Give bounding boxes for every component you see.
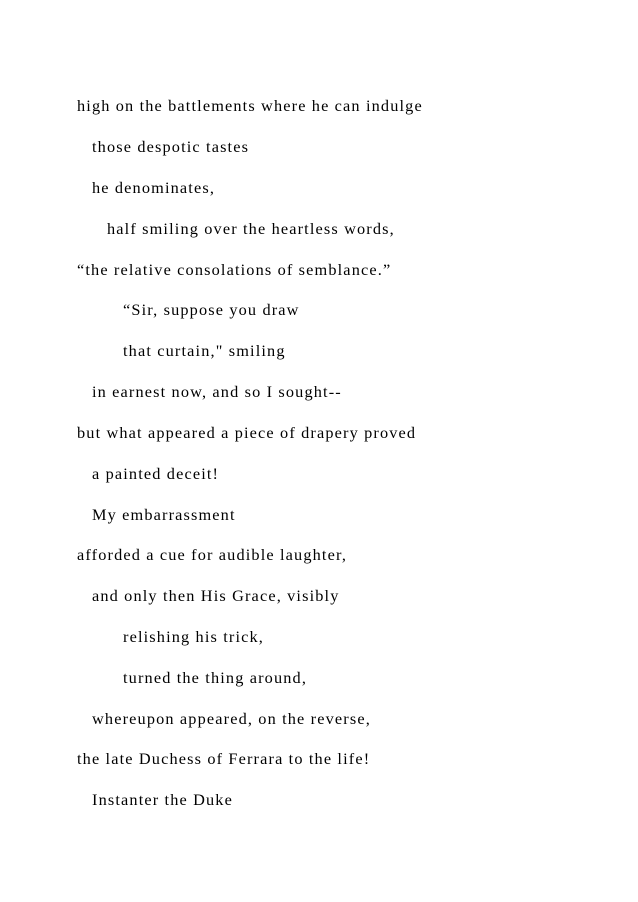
poem-line-7: that curtain," smiling: [123, 341, 286, 360]
poem-line-6: “Sir, suppose you draw: [123, 300, 300, 319]
poem-line-13: and only then His Grace, visibly: [92, 586, 340, 605]
poem-line-2: those despotic tastes: [92, 137, 250, 156]
poem-line-3: he denominates,: [92, 178, 216, 197]
poem-line-8: in earnest now, and so I sought--: [92, 382, 342, 401]
poem-line-18: Instanter the Duke: [92, 790, 233, 809]
poem-line-15: turned the thing around,: [123, 668, 308, 687]
poem-line-9: but what appeared a piece of drapery proved: [77, 423, 417, 442]
poem-line-12: afforded a cue for audible laughter,: [77, 545, 348, 564]
poem-line-17: the late Duchess of Ferrara to the life!: [77, 749, 371, 768]
poem-line-16: whereupon appeared, on the reverse,: [92, 709, 371, 728]
poem-line-11: My embarrassment: [92, 505, 236, 524]
poem-line-14: relishing his trick,: [123, 627, 265, 646]
poem-line-4: half smiling over the heartless words,: [107, 219, 395, 238]
poem-line-5: “the relative consolations of semblance.”: [77, 260, 392, 279]
poem-line-10: a painted deceit!: [92, 464, 220, 483]
poem-line-1: high on the battlements where he can indulge: [77, 96, 423, 115]
